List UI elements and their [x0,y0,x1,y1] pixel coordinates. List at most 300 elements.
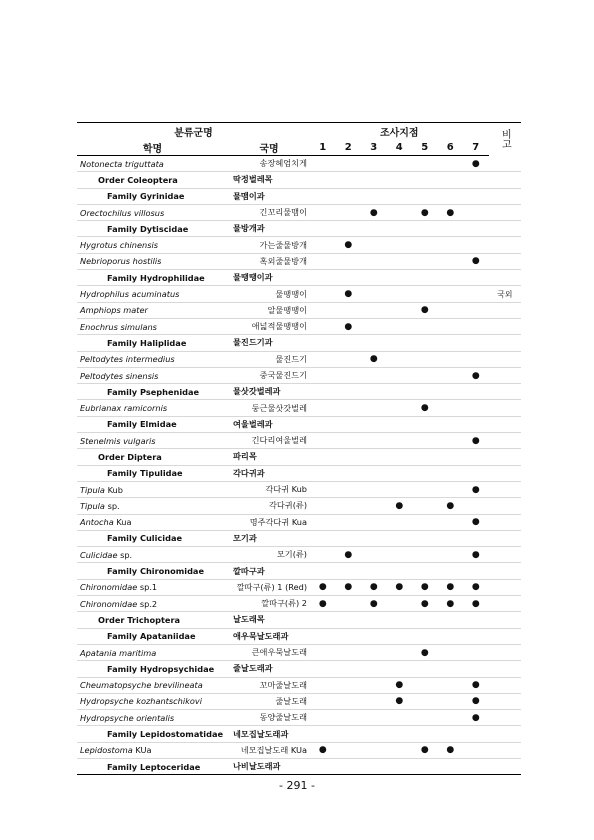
note-cell [489,351,522,367]
site-5-cell [412,449,438,465]
genus-species-italic: Lepidostoma [80,745,133,756]
scientific-name: Family Psephenidae [77,384,228,400]
site-header: 3 [361,139,387,156]
scientific-name: Family Hydrophilidae [77,270,228,286]
site-1-cell [310,726,336,742]
scientific-name: Family Elmidae [77,416,228,432]
note-cell [489,677,522,693]
site-4-cell [387,253,413,269]
korean-name: 줄날도래과 [228,661,310,677]
site-4-cell [387,563,413,579]
site-3-cell [361,547,387,563]
genus-species-italic: Hydropsyche kozhantschikovi [80,696,202,707]
site-4-cell [387,661,413,677]
site-7-cell [463,400,489,416]
site-1-cell [310,661,336,677]
species-row [77,286,521,302]
site-2-cell [336,481,362,497]
site-4-cell [387,400,413,416]
site-4-cell [387,596,413,612]
site-6-cell [438,221,464,237]
korean-name: 물진드기과 [228,335,310,351]
site-2-cell [336,677,362,693]
site-4-cell [387,644,413,660]
scientific-name [77,514,228,530]
scientific-name: Family Tipulidae [77,465,228,481]
site-3-cell [361,596,387,612]
site-1-cell [310,204,336,220]
taxon-group-header: 분류군명 [77,123,310,140]
site-4-cell [387,677,413,693]
site-1-cell [310,367,336,383]
note-cell [489,270,522,286]
note-cell [489,514,522,530]
korean-name: 애우묵날도래과 [228,628,310,644]
site-4-cell [387,335,413,351]
site-6-cell [438,351,464,367]
site-4-cell [387,172,413,188]
site-5-cell [412,498,438,514]
site-2-cell [336,758,362,774]
site-4-cell [387,465,413,481]
site-3-cell [361,335,387,351]
scientific-name [77,644,228,660]
scientific-name: Order Diptera [77,449,228,465]
site-6-cell [438,481,464,497]
genus-species-italic: Chironomidae [80,598,138,609]
scientific-name [77,433,228,449]
scientific-name [77,579,228,595]
site-2-cell [336,710,362,726]
site-5-cell [412,221,438,237]
site-5-cell [412,318,438,334]
korean-name: 여울벌레과 [228,416,310,432]
site-4-cell [387,351,413,367]
site-6-cell [438,465,464,481]
site-1-cell [310,253,336,269]
site-7-cell [463,661,489,677]
species-row [77,400,521,416]
authority-suffix: sp.2 [137,598,158,609]
site-2-cell [336,400,362,416]
species-row [77,481,521,497]
scientific-name-header: 학명 [77,139,228,156]
site-6-cell [438,433,464,449]
site-1-cell [310,514,336,530]
family-row [77,188,521,204]
note-cell [489,579,522,595]
korean-name: 줄날도래 [228,693,310,709]
scientific-name: Family Dytiscidae [77,221,228,237]
scientific-name: Family Gyrinidae [77,188,228,204]
site-7-cell [463,156,489,172]
site-4-cell [387,514,413,530]
genus-species-italic: Culicidae [80,549,118,560]
presence-dot-icon: ● [395,500,404,511]
site-6-cell [438,514,464,530]
genus-species-italic: Enochrus simulans [80,321,157,332]
site-5-cell [412,579,438,595]
site-2-cell [336,237,362,253]
scientific-name [77,318,228,334]
site-7-cell [463,384,489,400]
note-cell [489,612,522,628]
presence-dot-icon: ● [471,582,480,593]
species-table [77,122,521,775]
order-row [77,612,521,628]
scientific-name [77,710,228,726]
site-3-cell [361,302,387,318]
site-5-cell [412,204,438,220]
site-2-cell [336,514,362,530]
site-5-cell [412,416,438,432]
header-row-1 [77,123,521,140]
korean-name: 혹외줄물방개 [228,253,310,269]
presence-dot-icon: ● [395,696,404,707]
site-1-cell [310,416,336,432]
scientific-name: Order Coleoptera [77,172,228,188]
genus-species-italic: Tipula [80,484,105,495]
site-5-cell [412,547,438,563]
site-2-cell [336,563,362,579]
family-row [77,628,521,644]
site-1-cell [310,286,336,302]
site-6-cell [438,270,464,286]
note-cell [489,726,522,742]
site-1-cell [310,400,336,416]
authority-suffix: Kua [113,517,132,528]
korean-name: 둥근물삿갓벌레 [228,400,310,416]
scientific-name [77,547,228,563]
site-7-cell [463,253,489,269]
site-4-cell [387,726,413,742]
site-5-cell [412,286,438,302]
site-1-cell [310,628,336,644]
site-6-cell [438,498,464,514]
site-2-cell [336,384,362,400]
site-6-cell [438,547,464,563]
authority-suffix: KUa [132,745,152,756]
species-row [77,547,521,563]
site-header: 7 [463,139,489,156]
site-1-cell [310,579,336,595]
order-row [77,172,521,188]
site-5-cell [412,433,438,449]
site-7-cell [463,530,489,546]
site-6-cell [438,449,464,465]
site-1-cell [310,563,336,579]
presence-dot-icon: ● [446,207,455,218]
site-2-cell [336,596,362,612]
site-1-cell [310,758,336,774]
genus-species-italic: Chironomidae [80,582,138,593]
scientific-name: Family Apataniidae [77,628,228,644]
species-row [77,742,521,758]
site-6-cell [438,286,464,302]
species-row [77,579,521,595]
site-5-cell [412,367,438,383]
presence-dot-icon: ● [344,549,353,560]
family-row [77,221,521,237]
authority-suffix: sp.1 [137,582,158,593]
site-6-cell [438,677,464,693]
site-6-cell [438,172,464,188]
presence-dot-icon: ● [471,696,480,707]
site-3-cell [361,156,387,172]
site-5-cell [412,270,438,286]
site-5-cell [412,677,438,693]
korean-name: 나비날도래과 [228,758,310,774]
species-row [77,677,521,693]
site-6-cell [438,644,464,660]
family-row [77,530,521,546]
site-1-cell [310,188,336,204]
note-cell [489,221,522,237]
site-4-cell [387,204,413,220]
species-row [77,433,521,449]
site-6-cell [438,237,464,253]
scientific-name [77,156,228,172]
site-header: 4 [387,139,413,156]
scientific-name: Family Chironomidae [77,563,228,579]
site-7-cell [463,172,489,188]
site-1-cell [310,237,336,253]
site-5-cell [412,693,438,709]
site-1-cell [310,384,336,400]
site-1-cell [310,547,336,563]
site-7-cell [463,726,489,742]
site-3-cell [361,465,387,481]
scientific-name [77,481,228,497]
scientific-name [77,367,228,383]
presence-dot-icon: ● [471,435,480,446]
site-7-cell [463,204,489,220]
note-cell [489,416,522,432]
site-6-cell [438,693,464,709]
site-6-cell [438,530,464,546]
survey-sites-header: 조사지점 [310,123,489,140]
note-cell [489,318,522,334]
site-3-cell [361,449,387,465]
note-cell [489,596,522,612]
presence-dot-icon: ● [369,582,378,593]
note-cell [489,498,522,514]
site-2-cell [336,188,362,204]
family-row [77,563,521,579]
site-3-cell [361,270,387,286]
site-4-cell [387,742,413,758]
scientific-name: Order Trichoptera [77,612,228,628]
site-1-cell [310,677,336,693]
note-cell [489,758,522,774]
note-cell [489,563,522,579]
korean-name: 물맴이과 [228,188,310,204]
site-7-cell [463,318,489,334]
site-7-cell [463,563,489,579]
site-header: 6 [438,139,464,156]
site-7-cell [463,335,489,351]
korean-name: 네모집날도래 KUa [228,742,310,758]
site-6-cell [438,335,464,351]
species-row [77,596,521,612]
site-3-cell [361,400,387,416]
site-3-cell [361,188,387,204]
presence-dot-icon: ● [446,500,455,511]
presence-dot-icon: ● [395,582,404,593]
presence-dot-icon: ● [395,680,404,691]
presence-dot-icon: ● [420,403,429,414]
site-4-cell [387,758,413,774]
site-5-cell [412,465,438,481]
site-2-cell [336,661,362,677]
site-6-cell [438,253,464,269]
genus-species-italic: Apatania maritima [80,647,157,658]
note-cell [489,335,522,351]
site-3-cell [361,481,387,497]
site-4-cell [387,433,413,449]
presence-dot-icon: ● [369,354,378,365]
site-2-cell [336,335,362,351]
family-row [77,384,521,400]
species-row [77,351,521,367]
site-7-cell [463,498,489,514]
family-row [77,465,521,481]
site-5-cell [412,661,438,677]
site-2-cell [336,156,362,172]
site-3-cell [361,237,387,253]
site-7-cell [463,465,489,481]
site-3-cell [361,563,387,579]
site-7-cell [463,514,489,530]
korean-name: 긴다리여울벌레 [228,433,310,449]
site-1-cell [310,172,336,188]
site-4-cell [387,498,413,514]
family-row [77,270,521,286]
site-6-cell [438,758,464,774]
presence-dot-icon: ● [446,598,455,609]
site-header: 5 [412,139,438,156]
site-3-cell [361,628,387,644]
site-3-cell [361,742,387,758]
presence-dot-icon: ● [318,582,327,593]
authority-suffix: sp. [117,549,133,560]
site-7-cell [463,644,489,660]
site-3-cell [361,612,387,628]
site-5-cell [412,172,438,188]
site-4-cell [387,237,413,253]
site-1-cell [310,449,336,465]
korean-name: 동양줄날도래 [228,710,310,726]
scientific-name [77,351,228,367]
family-row [77,416,521,432]
korean-name: 모기과 [228,530,310,546]
site-4-cell [387,384,413,400]
site-header: 2 [336,139,362,156]
site-7-cell [463,677,489,693]
presence-dot-icon: ● [471,484,480,495]
site-5-cell [412,612,438,628]
site-3-cell [361,286,387,302]
korean-name: 꼬마줄날도래 [228,677,310,693]
presence-dot-icon: ● [369,207,378,218]
header-row-2 [77,139,521,156]
species-row [77,156,521,172]
site-1-cell [310,530,336,546]
korean-name: 네모집날도래과 [228,726,310,742]
note-cell: 국외 [489,286,522,302]
site-3-cell [361,204,387,220]
site-3-cell [361,367,387,383]
site-5-cell [412,742,438,758]
note-cell [489,644,522,660]
korean-name: 깔따구(류) 1 (Red) [228,579,310,595]
scientific-name [77,253,228,269]
site-5-cell [412,384,438,400]
site-3-cell [361,677,387,693]
presence-dot-icon: ● [420,598,429,609]
note-cell [489,384,522,400]
korean-name: 파리목 [228,449,310,465]
site-3-cell [361,758,387,774]
korean-name: 깔따구과 [228,563,310,579]
korean-name: 깔따구(류) 2 [228,596,310,612]
presence-dot-icon: ● [471,598,480,609]
site-2-cell [336,351,362,367]
korean-name: 물진드기 [228,351,310,367]
species-row [77,644,521,660]
scientific-name [77,596,228,612]
site-header: 1 [310,139,336,156]
site-7-cell [463,579,489,595]
site-6-cell [438,400,464,416]
korean-name: 각다귀(류) [228,498,310,514]
site-7-cell [463,351,489,367]
site-6-cell [438,367,464,383]
scientific-name: Family Lepidostomatidae [77,726,228,742]
site-1-cell [310,433,336,449]
presence-dot-icon: ● [344,321,353,332]
note-cell [489,172,522,188]
site-3-cell [361,661,387,677]
site-2-cell [336,221,362,237]
note-cell [489,253,522,269]
site-3-cell [361,498,387,514]
site-1-cell [310,351,336,367]
korean-name: 애넓적물땡땡이 [228,318,310,334]
presence-dot-icon: ● [446,745,455,756]
note-cell [489,465,522,481]
site-3-cell [361,579,387,595]
site-1-cell [310,481,336,497]
site-7-cell [463,693,489,709]
korean-name: 물방개과 [228,221,310,237]
site-1-cell [310,335,336,351]
scientific-name [77,742,228,758]
korean-name: 물땡땡이 [228,286,310,302]
scientific-name [77,677,228,693]
korean-name-header: 국명 [228,139,310,156]
site-4-cell [387,547,413,563]
korean-name: 중국물진드기 [228,367,310,383]
site-5-cell [412,514,438,530]
species-row [77,204,521,220]
korean-name: 물땡땡이과 [228,270,310,286]
korean-name: 모기(류) [228,547,310,563]
presence-dot-icon: ● [344,582,353,593]
site-2-cell [336,253,362,269]
site-6-cell [438,742,464,758]
site-4-cell [387,318,413,334]
